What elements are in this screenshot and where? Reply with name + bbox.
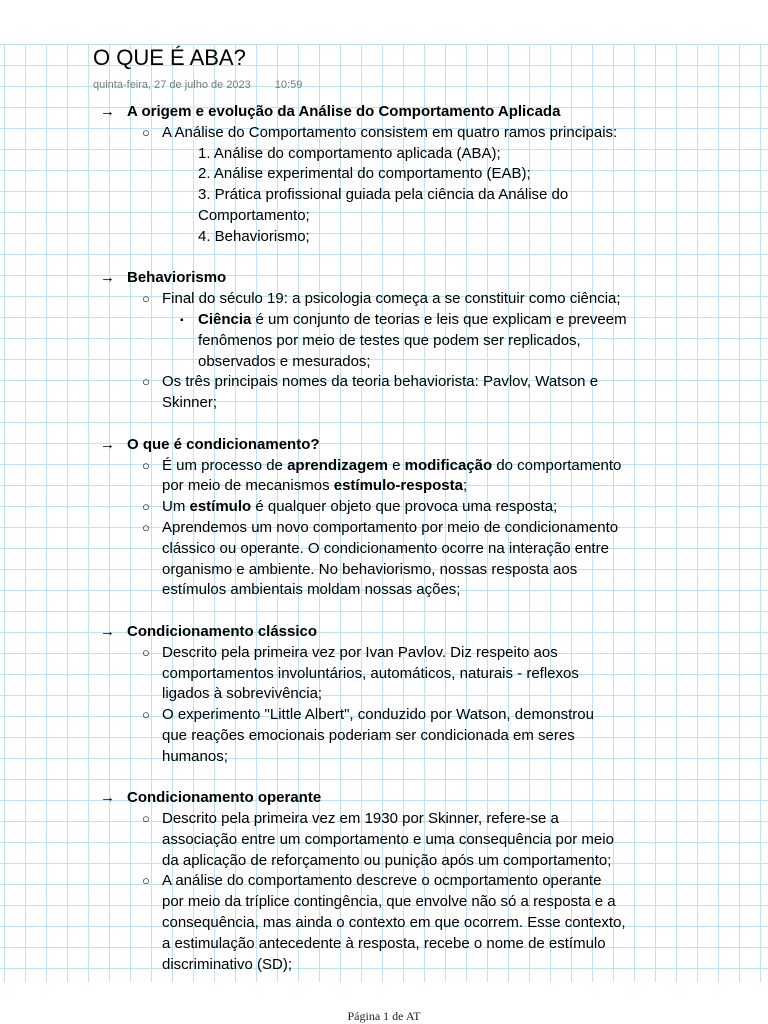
list-item-continuation: ligados à sobrevivência; [162,685,323,703]
list-item: ○ A Análise do Comportamento consistem em quatro ramos principais: [0,123,768,144]
list-item-continuation: humanos; [162,747,228,765]
circle-bullet-icon: ○ [142,707,150,723]
list-item: ○ Aprendemos um novo comportamento por meio de condicionamento [0,518,768,539]
arrow-right-icon: → [100,103,115,120]
list-item-continuation: organismo e ambiente. No behaviorismo, nossas resposta aos [162,560,578,578]
list-item: ○ A análise do comportamento descreve o ocmportamento operante [0,871,768,892]
circle-bullet-icon: ○ [142,291,150,307]
arrow-right-icon: → [100,269,115,287]
list-item-continuation: discriminativo (SD); [162,955,293,973]
list-item-continuation: Skinner; [162,394,218,412]
circle-bullet-icon: ○ [142,499,150,515]
list-item: ○ Descrito pela primeira vez por Ivan Pavlov. Diz respeito aos [0,643,768,664]
circle-bullet-icon: ○ [142,873,150,889]
circle-bullet-icon: ○ [142,374,150,390]
page-footer: Página 1 de AT [347,1009,421,1023]
section-heading: → A origem e evolução da Análise do Comportamento Aplicada [0,102,768,123]
list-item: 4. Behaviorismo; [198,227,310,245]
list-item-continuation: associação entre um comportamento e uma consequência por meio [162,830,614,848]
section-heading: → Behaviorismo [0,268,768,289]
list-item: 1. Análise do comportamento aplicada (ABA); [198,144,501,162]
circle-bullet-icon: ○ [142,811,150,827]
list-item-continuation: por meio de mecanismos estímulo-resposta; [162,477,468,495]
square-bullet-icon: ▪ [180,314,184,326]
list-item: ▪ Ciência é um conjunto de teorias e leis que explicam e preveem [0,310,768,331]
list-item-continuation: da aplicação de reforçamento ou punição após um comportamento; [162,851,612,869]
list-item-continuation: comportamentos involuntários, automáticos, naturais - reflexos [162,664,579,682]
section-heading: → O que é condicionamento? [0,435,768,456]
circle-bullet-icon: ○ [142,644,150,660]
list-item-continuation: estímulos ambientais moldam nossas ações; [162,581,461,599]
arrow-right-icon: → [100,622,115,640]
list-item-continuation: clássico ou operante. O condicionamento ocorre na interação entre [162,539,609,557]
page-time: 10:59 [274,79,303,91]
page-date: quinta-feira, 27 de julho de 2023 [93,79,251,91]
list-item-continuation: a estimulação antecedente à resposta, recebe o nome de estímulo [162,934,606,952]
list-item: 2. Análise experimental do comportamento (EAB); [198,165,531,183]
section-heading: → Condicionamento operante [0,788,768,809]
list-item-continuation: fenômenos por meio de testes que podem ser replicados, [198,331,581,349]
list-item: ○ Os três principais nomes da teoria behaviorista: Pavlov, Watson e [0,372,768,393]
circle-bullet-icon: ○ [142,457,150,473]
arrow-right-icon: → [100,789,115,807]
list-item-continuation: observados e mesurados; [198,352,371,370]
arrow-right-icon: → [100,435,115,453]
circle-bullet-icon: ○ [142,519,150,535]
list-item-continuation: consequência, mas ainda o contexto em que ocorrem. Esse contexto, [162,914,626,932]
page-metadata [93,78,302,92]
circle-bullet-icon: ○ [142,124,150,140]
page-title: O QUE É ABA? [93,45,246,70]
list-item: ○ Descrito pela primeira vez em 1930 por Skinner, refere-se a [0,809,768,830]
list-item-continuation: Comportamento; [198,206,310,224]
list-item: ○ Um estímulo é qualquer objeto que provoca uma resposta; [0,497,768,518]
list-item: ○ É um processo de aprendizagem e modificação do comportamento [0,456,768,477]
list-item-continuation: que reações emocionais poderiam ser condicionada em seres [162,726,575,744]
list-item: 3. Prática profissional guiada pela ciência da Análise do [198,186,569,204]
list-item: ○ Final do século 19: a psicologia começa a se constituir como ciência; [0,289,768,310]
section-heading: → Condicionamento clássico [0,622,768,643]
note-content [0,102,768,975]
list-item-continuation: por meio da tríplice contingência, que envolve não só a resposta e a [162,893,616,911]
list-item: ○ O experimento "Little Albert", conduzido por Watson, demonstrou [0,705,768,726]
